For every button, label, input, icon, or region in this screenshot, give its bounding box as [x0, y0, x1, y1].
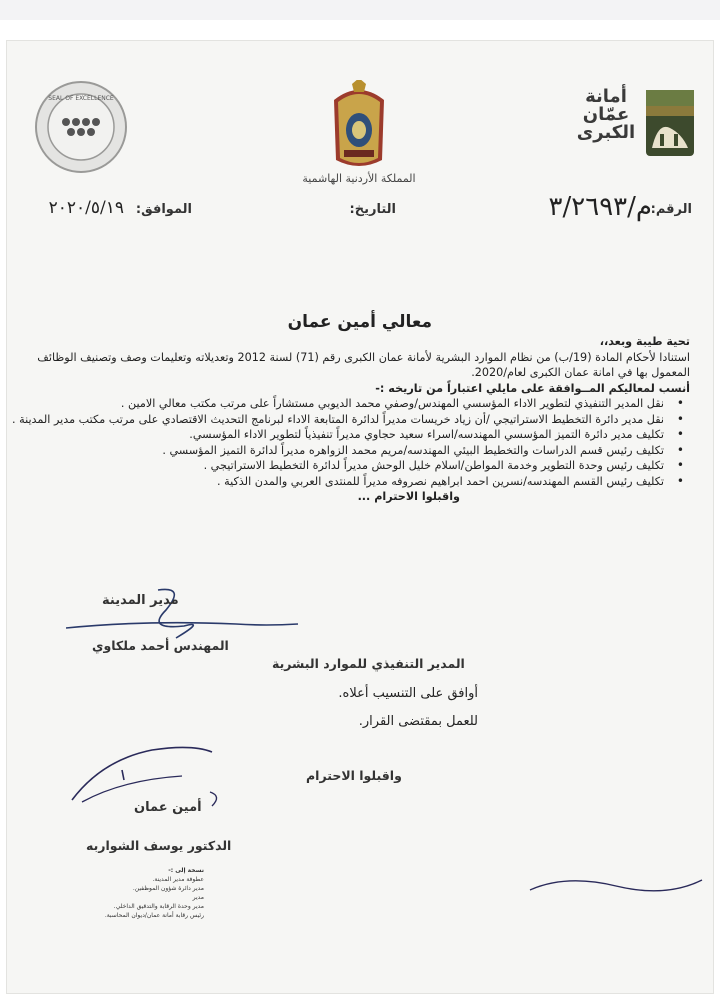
- list-item: • تكليف رئيس قسم الدراسات والتخطيط البيئي المهندسه/مريم محمد الزواهره مديراً لدائرة التميز المؤسسي .: [10, 443, 664, 459]
- copies-line: مدير: [192, 894, 204, 901]
- closing-line: واقبلوا الاحترام ...: [357, 490, 460, 503]
- reference-line: [6, 192, 714, 228]
- list-item: • تكليف رئيس القسم المهندسه/نسرين احمد ابراهيم نصروفه مديراً للمنتدى العربي والمدن الذكية .: [10, 474, 664, 490]
- copies-line: عطوفة مدير المدينة.: [152, 876, 204, 883]
- hr-director-title: المدير التنفيذي للموارد البشرية: [272, 656, 465, 671]
- ref-value: م/٣/٢٦٩٣: [548, 192, 652, 222]
- coat-of-arms-icon: [324, 80, 394, 176]
- logo-text-line3: الكبرى: [576, 122, 636, 143]
- gam-logo: [562, 88, 650, 142]
- letter-body: [10, 334, 690, 505]
- greeting: تحية طيبة وبعد،،: [599, 335, 690, 348]
- approval-line-2: للعمل بمقتضى القرار.: [358, 714, 478, 729]
- muwafiq-value: ٢٠٢٠/٥/١٩: [48, 198, 124, 218]
- list-item: • نقل مدير دائرة التخطيط الاستراتيجي /أن زياد خريسات مديراً لدائرة المتابعة الاداء لبرنامج التحديث الاقتصادي على مرتب مكتب مدير المدينة .: [10, 412, 664, 428]
- logo-text-line2: عمّان: [582, 104, 630, 125]
- approval-line-1: أوافق على التنسيب أعلاه.: [338, 686, 478, 701]
- top-band: [0, 0, 720, 20]
- recommend-line: أنسب لمعاليكم المــوافقة على مايلي اعتباراً من تاريخه :-: [375, 381, 690, 395]
- letter-page: [6, 40, 714, 994]
- gam-logo-icon: [644, 88, 696, 158]
- decision-list: [10, 396, 690, 489]
- seal-caption: SEAL OF EXCELLENCE: [48, 95, 114, 102]
- copies-line: مدير وحدة الرقابة والتدقيق الداخلي.: [113, 903, 204, 910]
- copies-block: [54, 866, 204, 920]
- mayor-label: أمين عمان: [134, 800, 202, 815]
- initials-signature-icon: [526, 870, 706, 910]
- mayor-name: الدكتور يوسف الشواربه: [86, 838, 232, 853]
- city-manager-name: المهندس أحمد ملكاوي: [92, 638, 229, 653]
- ref-label: الرقم:: [650, 202, 692, 217]
- copies-line: رئيس رقابة أمانة عمان/ديوان المحاسبة.: [104, 912, 204, 919]
- letter-title: معالي أمين عمان: [287, 312, 432, 332]
- logo-text-line1: أمانة: [585, 86, 627, 107]
- city-manager-label: مدير المدينة: [102, 593, 179, 608]
- list-item: • نقل المدير التنفيذي لتطوير الاداء المؤسسي المهندس/وصفي محمد الديوبي مستشاراً على مرتب مكتب معالي الامين .: [10, 396, 664, 412]
- muwafiq-label: الموافق:: [135, 202, 192, 217]
- excellence-seal-icon: [34, 80, 128, 174]
- list-item: • تكليف رئيس وحدة التطوير وخدمة المواطن/اسلام خليل الوحش مديراً لدائرة التخطيط الاستراتيجي .: [10, 458, 664, 474]
- intro-paragraph: استنادا لأحكام المادة (19/ب) من نظام الموارد البشرية لأمانة عمان الكبرى رقم (71) لسنة 2012 وتعديلاته وتعليمات وصف وتصنيف الوظائف المعمول بها في امانة عمان الكبرى لعام/2020.: [37, 350, 690, 379]
- closing-line-2: واقبلوا الاحترام: [306, 768, 402, 783]
- copies-line: مدير دائرة شؤون الموظفين.: [132, 885, 204, 892]
- kingdom-caption: المملكة الأردنية الهاشمية: [302, 172, 416, 185]
- date-label: التاريخ:: [349, 202, 396, 217]
- copies-heading: نسخة إلى :-: [168, 867, 204, 874]
- list-item: • تكليف مدير دائرة التميز المؤسسي المهندسه/اسراء سعيد حجاوي مديراً تنفيذياً لتطوير الاداء المؤسسي.: [10, 427, 664, 443]
